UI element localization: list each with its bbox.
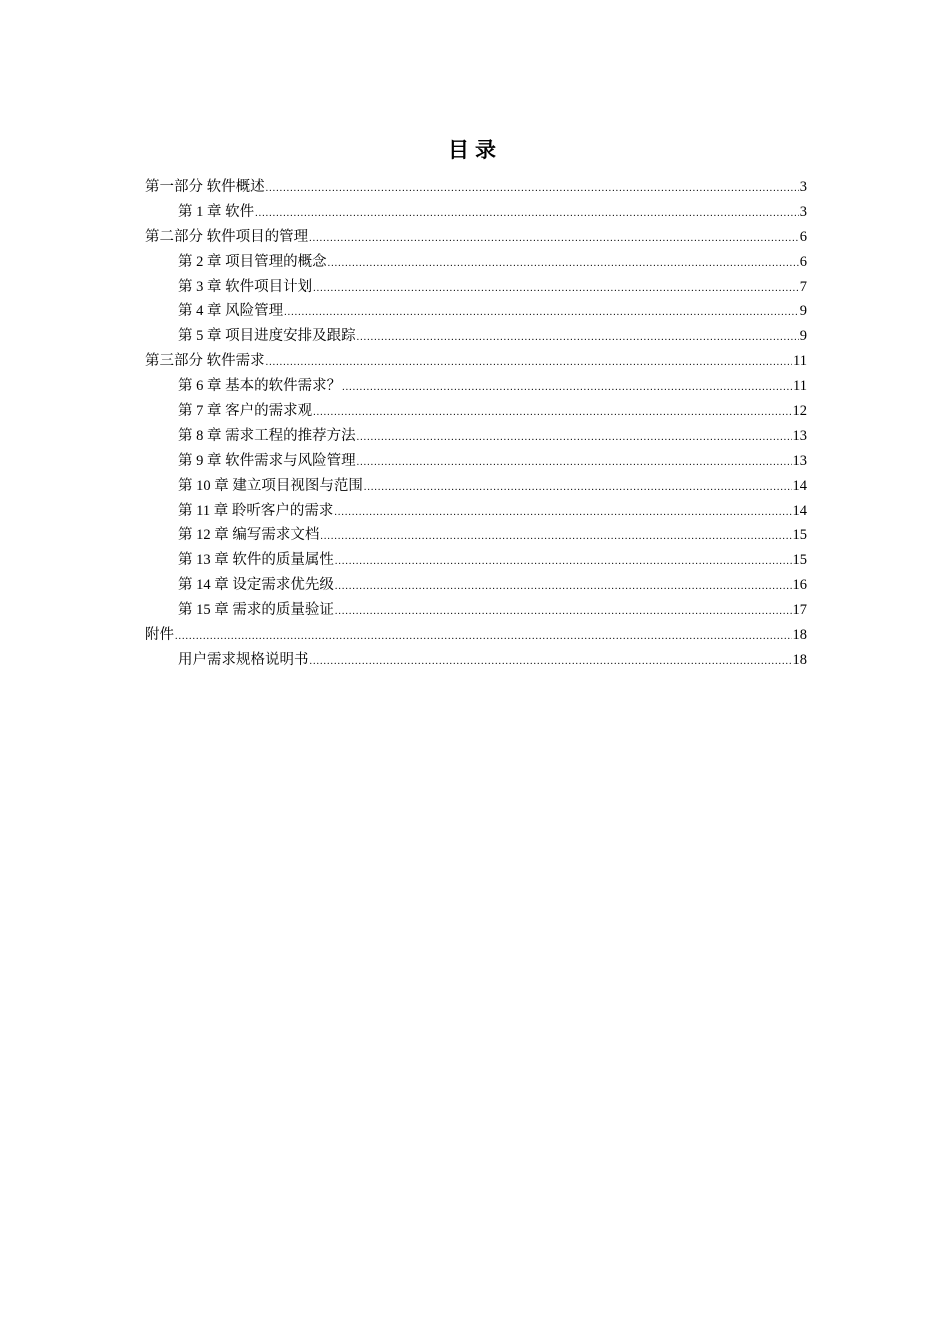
- toc-entry-text: 第三部分 软件需求: [145, 353, 265, 370]
- toc-entry-page: 11: [793, 353, 807, 370]
- toc-entry-page: 6: [799, 228, 807, 245]
- toc-entry-text: 第 5 章 项目进度安排及跟踪: [178, 328, 356, 345]
- toc-entry[interactable]: [145, 399, 807, 424]
- toc-entry-page: 17: [792, 602, 807, 619]
- toc-entry[interactable]: [145, 648, 807, 673]
- toc-list: [145, 175, 807, 673]
- toc-entry[interactable]: [145, 299, 807, 324]
- toc-dot-leader: [357, 426, 792, 451]
- toc-entry[interactable]: [145, 598, 807, 623]
- toc-dot-leader: [364, 476, 792, 501]
- toc-entry-text: 第二部分 软件项目的管理: [145, 228, 309, 245]
- toc-entry-text: 第 9 章 软件需求与风险管理: [178, 452, 356, 469]
- toc-dot-leader: [320, 525, 791, 550]
- toc-entry[interactable]: [145, 499, 807, 524]
- toc-entry-page: 13: [792, 427, 807, 444]
- toc-dot-leader: [357, 451, 792, 476]
- toc-dot-leader: [334, 501, 791, 526]
- toc-entry-page: 9: [799, 303, 807, 320]
- toc-dot-leader: [309, 227, 799, 252]
- toc-title: 目录: [448, 137, 502, 162]
- toc-entry[interactable]: [145, 449, 807, 474]
- toc-entry-text: 第一部分 软件概述: [145, 179, 265, 195]
- toc-entry-page: 14: [792, 477, 807, 494]
- toc-entry-text: 第 12 章 编写需求文档: [178, 527, 320, 544]
- toc-entry[interactable]: [145, 175, 807, 200]
- toc-entry[interactable]: [145, 523, 807, 548]
- toc-entry-page: 7: [799, 278, 807, 295]
- toc-dot-leader: [266, 351, 792, 376]
- toc-entry[interactable]: [145, 250, 807, 275]
- toc-entry-page: 12: [792, 403, 807, 420]
- toc-dot-leader: [175, 625, 792, 650]
- toc-entry[interactable]: [145, 548, 807, 573]
- toc-entry[interactable]: [145, 225, 807, 250]
- toc-entry-text: 第 14 章 设定需求优先级: [178, 577, 334, 594]
- toc-entry-text: 第 13 章 软件的质量属性: [178, 552, 334, 569]
- toc-entry[interactable]: [145, 324, 807, 349]
- toc-entry[interactable]: [145, 200, 807, 225]
- toc-entry-page: 14: [792, 502, 807, 519]
- toc-entry-page: 13: [792, 452, 807, 469]
- toc-entry-text: 第 4 章 风险管理: [178, 303, 284, 320]
- toc-dot-leader: [266, 177, 799, 202]
- toc-dot-leader: [342, 376, 792, 401]
- toc-dot-leader: [313, 401, 791, 426]
- toc-entry-page: 9: [799, 328, 807, 345]
- toc-dot-leader: [357, 326, 799, 351]
- toc-entry-page: 3: [799, 179, 807, 195]
- toc-entry-text: 附件: [145, 627, 174, 644]
- toc-entry-text: 第 15 章 需求的质量验证: [178, 602, 334, 619]
- toc-entry-page: 16: [792, 577, 807, 594]
- toc-dot-leader: [313, 277, 799, 302]
- toc-entry-text: 第 11 章 聆听客户的需求: [178, 502, 334, 519]
- toc-entry-page: 11: [793, 378, 807, 395]
- toc-dot-leader: [335, 600, 792, 625]
- toc-entry-page: 6: [799, 253, 807, 270]
- toc-dot-leader: [255, 202, 799, 227]
- toc-dot-leader: [310, 650, 792, 675]
- toc-entry-page: 18: [792, 651, 807, 668]
- toc-entry[interactable]: [145, 374, 807, 399]
- toc-entry-text: 第 10 章 建立项目视图与范围: [178, 477, 363, 494]
- toc-entry[interactable]: [145, 275, 807, 300]
- toc-entry-text: 第 1 章 软件: [178, 203, 255, 220]
- toc-entry-text: 第 6 章 基本的软件需求？: [178, 378, 342, 395]
- toc-entry-text: 第 8 章 需求工程的推荐方法: [178, 427, 356, 444]
- toc-entry[interactable]: [145, 349, 807, 374]
- toc-entry-page: 18: [792, 627, 807, 644]
- toc-entry-text: 第 2 章 项目管理的概念: [178, 253, 327, 270]
- toc-entry[interactable]: [145, 623, 807, 648]
- toc-entry-text: 第 3 章 软件项目计划: [178, 278, 313, 295]
- toc-dot-leader: [328, 252, 799, 277]
- toc-dot-leader: [284, 301, 799, 326]
- toc-entry-text: 第 7 章 客户的需求观: [178, 403, 313, 420]
- toc-entry[interactable]: [145, 474, 807, 499]
- toc-entry-text: 用户需求规格说明书: [178, 651, 309, 668]
- toc-dot-leader: [335, 575, 792, 600]
- toc-entry-page: 3: [799, 203, 807, 220]
- toc-entry[interactable]: [145, 424, 807, 449]
- toc-dot-leader: [335, 550, 792, 575]
- toc-entry-page: 15: [792, 552, 807, 569]
- toc-entry[interactable]: [145, 573, 807, 598]
- toc-entry-page: 15: [792, 527, 807, 544]
